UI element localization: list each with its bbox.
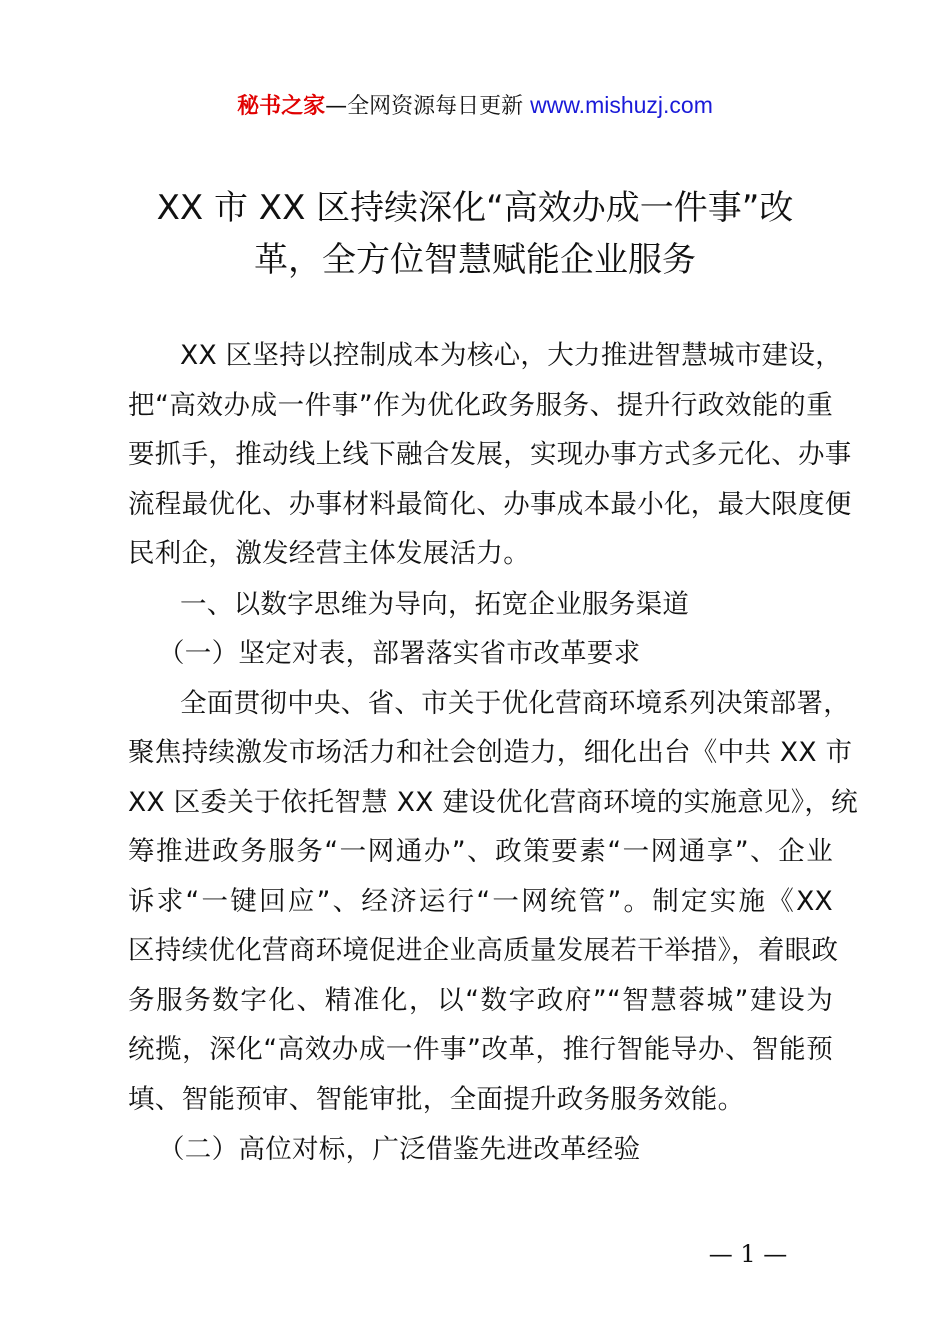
- paragraph-2-line-7: 务服务数字化、精准化，以“数字政府”“智慧蓉城”建设为: [128, 985, 833, 1016]
- paragraph-1-line-5: 民利企，激发经营主体发展活力。: [128, 538, 530, 569]
- paragraph-2-line-6: 区持续优化营商环境促进企业高质量发展若干举措》，着眼政: [128, 935, 839, 966]
- document-title-line-1: XX 市 XX 区持续深化“高效办成一件事”改: [156, 188, 794, 228]
- brand-name: 秘书之家: [237, 94, 326, 119]
- section-heading-1: 一、以数字思维为导向，拓宽企业服务渠道: [180, 589, 690, 620]
- paragraph-2-line-2: 聚焦持续激发市场活力和社会创造力，细化出台《中共 XX 市: [128, 737, 853, 768]
- paragraph-2-line-3: XX 区委关于依托智慧 XX 建设优化营商环境的实施意见》，统: [128, 787, 858, 818]
- paragraph-2-line-9: 填、智能预审、智能审批，全面提升政务服务效能。: [128, 1084, 745, 1115]
- subsection-heading-2: （二）高位对标，广泛借鉴先进改革经验: [158, 1134, 641, 1165]
- document-title-line-2: 革，全方位智慧赋能企业服务: [254, 240, 696, 280]
- page-number: — 1 —: [708, 1240, 788, 1268]
- banner-slogan: —全网资源每日更新: [325, 94, 524, 119]
- paragraph-1-line-2: 把“高效办成一件事”作为优化政务服务、提升行政效能的重: [128, 390, 833, 421]
- paragraph-2-line-5: 诉求“一键回应”、经济运行“一网统管”。制定实施《XX: [128, 886, 833, 917]
- paragraph-2-line-4: 筹推进政务服务“一网通办”、政策要素“一网通享”、企业: [128, 836, 833, 867]
- paragraph-1-line-4: 流程最优化、办事材料最简化、办事成本最小化，最大限度便: [128, 489, 852, 520]
- paragraph-2-line-1: 全面贯彻中央、省、市关于优化营商环境系列决策部署，: [180, 688, 850, 719]
- paragraph-1-line-3: 要抓手，推动线上线下融合发展，实现办事方式多元化、办事: [128, 439, 852, 470]
- site-banner: [0, 88, 950, 124]
- subsection-heading-1: （一）坚定对表，部署落实省市改革要求: [158, 638, 641, 669]
- paragraph-2-line-8: 统揽，深化“高效办成一件事”改革，推行智能导办、智能预: [128, 1034, 833, 1065]
- paragraph-1-line-1: XX 区坚持以控制成本为核心，大力推进智慧城市建设，: [180, 340, 843, 371]
- site-url-link[interactable]: www.mishuzj.com: [530, 92, 713, 118]
